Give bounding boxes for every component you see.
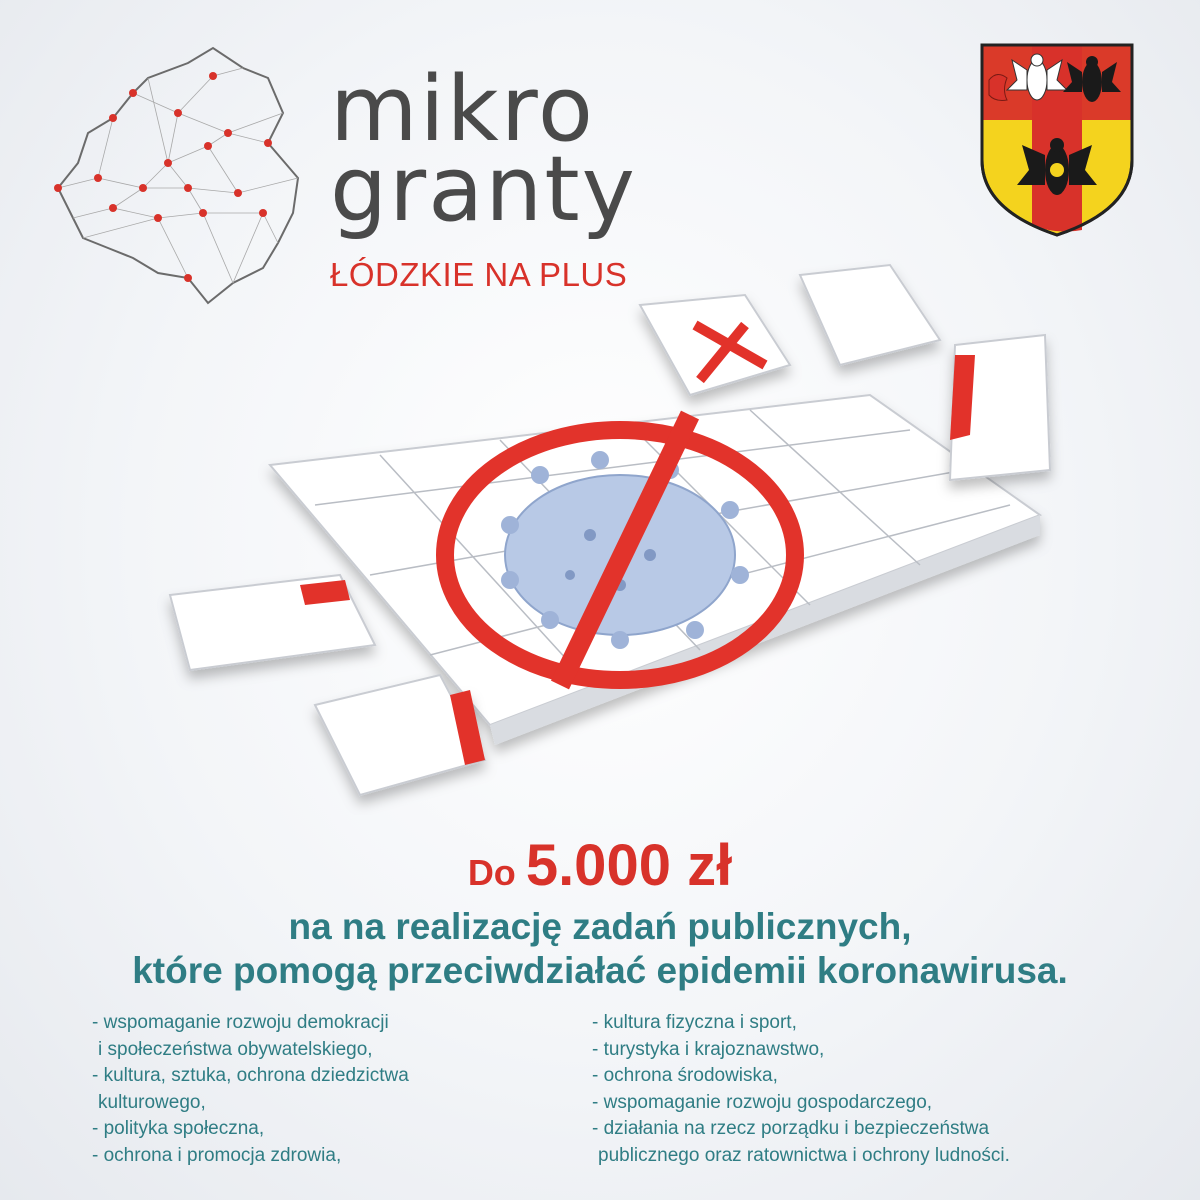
brand-name-line2: granty: [330, 137, 637, 242]
list-item: - wspomaganie rozwoju gospodarczego,: [592, 1091, 933, 1113]
amount-value: 5.000 zł: [525, 833, 733, 898]
coat-of-arms-icon: [977, 40, 1137, 240]
list-item: publicznego oraz ratownictwa i ochrony ludności.: [598, 1144, 1010, 1166]
list-item: - ochrona środowiska,: [592, 1065, 778, 1086]
list-item: kulturowego,: [98, 1091, 206, 1113]
headline-line2: które pomogą przeciwdziałać epidemii koronawirusa.: [132, 950, 1068, 991]
headline-line1: na na realizację zadań publicznych,: [288, 906, 912, 947]
list-item: - kultura fizyczna i sport,: [592, 1012, 797, 1033]
amount-prefix: Do: [467, 852, 516, 893]
virus-prohibition-puzzle-illustration: [150, 255, 1070, 815]
list-item: - polityka społeczna,: [92, 1118, 265, 1139]
list-item: i społeczeństwa obywatelskiego,: [98, 1038, 373, 1060]
list-item: - kultura, sztuka, ochrona dziedzictwa: [92, 1065, 409, 1086]
list-item: - turystyka i krajoznawstwo,: [592, 1038, 825, 1060]
brand-tagline: ŁÓDZKIE NA PLUS: [330, 256, 628, 293]
list-item: - wspomaganie rozwoju demokracji: [92, 1012, 389, 1033]
list-item: - ochrona i promocja zdrowia,: [92, 1144, 342, 1166]
areas-list-left: [92, 1010, 409, 1169]
brand-name-line1: mikro: [330, 57, 595, 162]
list-item: - działania na rzecz porządku i bezpieczeństwa: [592, 1118, 990, 1139]
grant-amount: [0, 832, 1200, 899]
areas-list-right: [592, 1010, 1010, 1169]
